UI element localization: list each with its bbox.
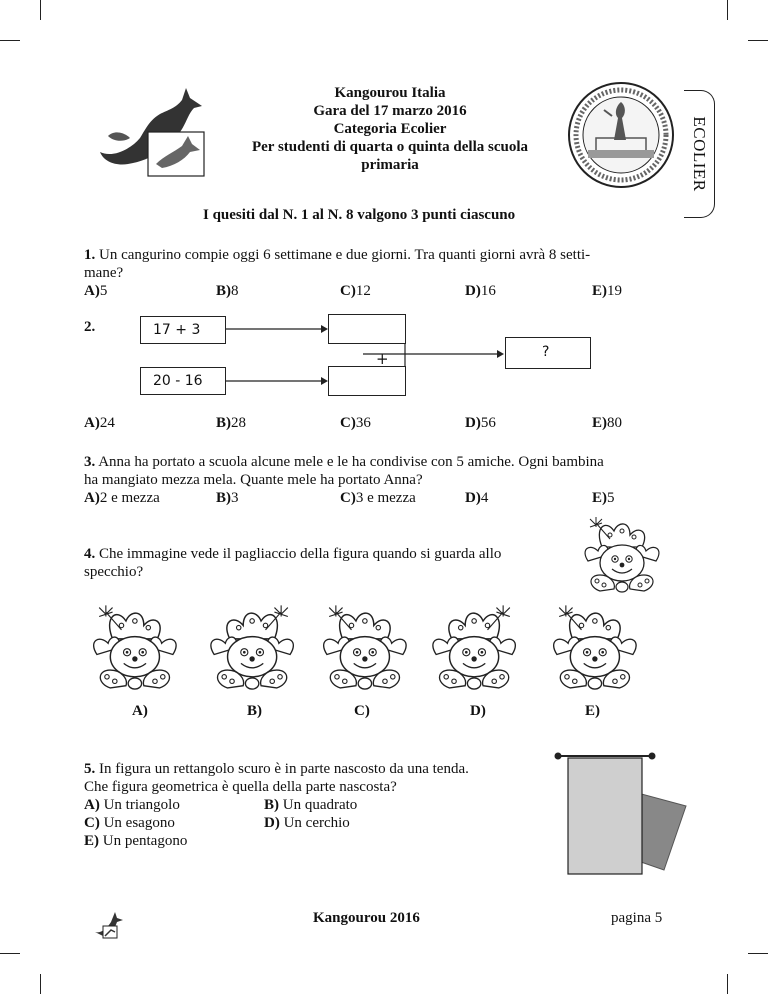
clown-option-e-image [548,602,644,698]
option-a: Un triangolo [103,797,180,813]
section-title: I quesiti dal N. 1 al N. 8 valgono 3 punti ciascuno [203,207,516,223]
clown-reference-image [580,512,666,602]
empty-box-1 [328,314,406,344]
option-label-a: A) [132,703,148,719]
header-audience: Per studenti di quarta o quinta della scuola [251,139,528,155]
option-letter: A) [84,490,100,506]
question-text-cont: mane? [84,265,124,281]
clown-option-c-image [318,602,414,698]
header-audience-cont: primaria [361,157,419,173]
option-letter: A) [84,283,100,299]
option-label-b: B) [247,703,262,719]
option-a: 5 [99,283,108,299]
plus-sign: + [376,350,389,368]
option-d: 16 [480,283,496,299]
option-c: 3 e mezza [355,490,416,506]
empty-box-2 [328,366,406,396]
option-label-d: D) [470,703,486,719]
q2-options [84,415,644,433]
option-d: Un cerchio [283,815,350,831]
option-b: Un quadrato [282,797,358,813]
option-letter: E) [84,833,99,849]
option-c: 12 [355,283,371,299]
option-letter: A) [84,415,100,431]
option-b: 28 [231,415,246,431]
option-e: 19 [607,283,622,299]
option-letter: D) [465,283,481,299]
question-2-number: 2. [84,319,96,335]
option-letter: B) [216,415,231,431]
option-c: 36 [355,415,371,431]
question-text: Che immagine vede il pagliaccio della figura quando si guarda allo [99,546,502,562]
option-label-c: C) [354,703,370,719]
crop-mark [748,953,768,954]
question-3 [84,453,694,489]
option-label-e: E) [585,703,600,719]
question-text-cont: Che figura geometrica è quella della parte nascosta? [84,779,397,795]
option-e: 80 [607,415,622,431]
option-letter: B) [216,283,231,299]
crop-mark [40,974,41,994]
option-e: Un pentagono [102,833,188,849]
q3-options [84,490,644,508]
option-letter: C) [340,490,356,506]
question-4 [84,545,584,581]
option-letter: E) [592,283,607,299]
option-a: 24 [99,415,115,431]
curtain-figure [548,748,698,878]
question-text-cont: ha mangiato mezza mela. Quante mele ha portato Anna? [84,472,423,488]
category-tab-label: ECOLIER [690,116,709,192]
option-letter: C) [340,283,356,299]
header-category: Categoria Ecolier [333,121,447,137]
header-date: Gara del 17 marzo 2016 [313,103,467,119]
page-number: pagina 5 [611,910,663,926]
question-text: Anna ha portato a scuola alcune mele e le ha condivise con 5 amiche. Ogni bambina [98,454,604,470]
option-c: Un esagono [103,815,175,831]
option-letter: E) [592,415,607,431]
expression-box-2: 20 - 16 [140,367,226,395]
option-letter: C) [84,815,100,831]
question-text-cont: specchio? [84,564,144,580]
crop-mark [0,953,20,954]
option-letter: D) [264,815,280,831]
question-text: In figura un rettangolo scuro è in parte nascosto da una tenda. [99,761,469,777]
kangaroo-footer-icon [91,908,129,940]
option-letter: D) [465,490,481,506]
header-title: Kangourou Italia [334,85,446,101]
option-d: 56 [480,415,496,431]
question-number: 3. [84,454,96,470]
option-b: 8 [231,283,239,299]
option-letter: C) [340,415,356,431]
clown-option-b-image [203,602,299,698]
option-a: 2 e mezza [99,490,160,506]
option-letter: E) [592,490,607,506]
option-letter: A) [84,797,100,813]
crop-mark [727,974,728,994]
option-e: 5 [607,490,615,506]
clown-option-a-image [88,602,184,698]
option-d: 4 [480,490,489,506]
result-box: ? [505,337,591,369]
option-b: 3 [231,490,239,506]
clown-option-d-image [425,602,521,698]
question-number: 5. [84,761,96,777]
option-letter: B) [216,490,231,506]
footer-title: Kangourou 2016 [313,910,420,926]
question-number: 1. [84,247,96,263]
option-letter: D) [465,415,481,431]
option-letter: B) [264,797,279,813]
expression-box-1: 17 + 3 [140,316,226,344]
question-5 [84,760,554,850]
question-number: 4. [84,546,96,562]
question-text: Un cangurino compie oggi 6 settimane e due giorni. Tra quanti giorni avrà 8 setti- [99,247,591,263]
